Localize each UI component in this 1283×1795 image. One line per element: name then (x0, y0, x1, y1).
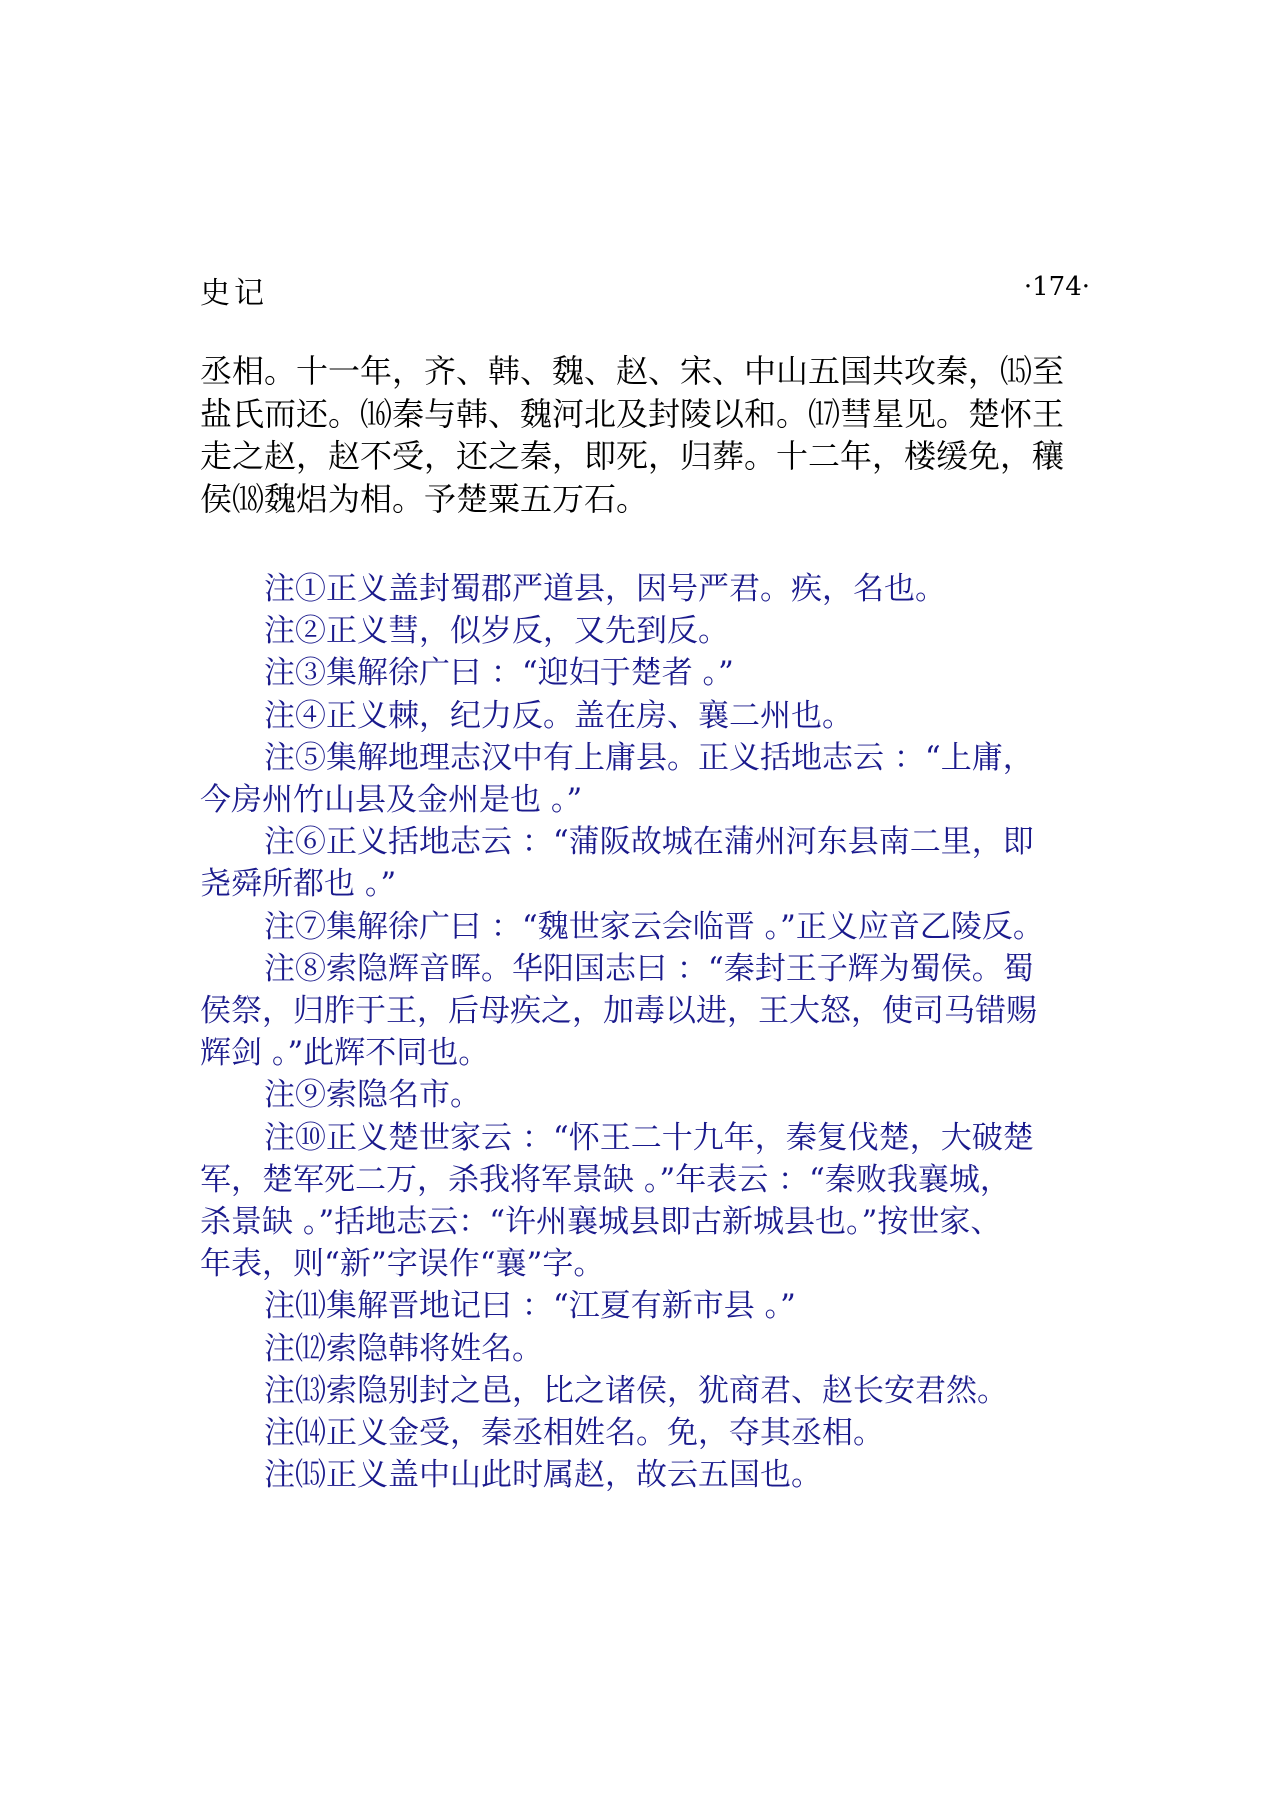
note-line: 今房州竹山县及金州是也 。” (200, 782, 583, 819)
main-text-line: 盐氏而还。⒃秦与韩、魏河北及封陵以和。⒄彗星见。楚怀王 (200, 394, 1065, 433)
note-line: 杀景缺 。”括地志云：“许州襄城县即古新城县也。”按世家、 (200, 1204, 1002, 1241)
note-line: 注⑥正义括地志云 ：“蒲阪故城在蒲州河东县南二里，即 (264, 824, 1034, 861)
annotation-notes (200, 568, 1120, 1496)
note-line: 注⒂正义盖中山此时属赵，故云五国也。 (264, 1457, 822, 1494)
note-line: 尧舜所都也 。” (200, 866, 397, 903)
note-line: 注⑨索隐名市。 (264, 1077, 481, 1114)
note-line: 军，楚军死二万，杀我将军景缺 。”年表云 ：“秦败我襄城， (200, 1161, 1011, 1198)
note-line: 注⑦集解徐广曰 ：“魏世家云会临晋 。”正义应音乙陵反。 (264, 908, 1044, 945)
note-line: 注⒁正义金受，秦丞相姓名。免，夺其丞相。 (264, 1415, 884, 1452)
note-line: 注⑾集解晋地记曰 ：“江夏有新市县 。” (264, 1288, 796, 1325)
page-header (200, 268, 1090, 312)
note-line: 年表，则“新”字误作“襄”字。 (200, 1246, 605, 1283)
main-text-line: 侯⒅魏焒为相。予楚粟五万石。 (200, 479, 649, 518)
main-text-line: 丞相。十一年，齐、韩、魏、赵、宋、中山五国共攻秦，⒂至 (200, 352, 1065, 390)
note-line: 辉剑 。”此辉不同也。 (200, 1035, 490, 1072)
note-line: 注⑧索隐辉音晖。华阳国志曰 ：“秦封王子辉为蜀侯。蜀 (264, 950, 1034, 987)
note-line: 注⑤集解地理志汉中有上庸县。正义括地志云 ：“上庸， (264, 739, 1034, 776)
note-line: 注⑩正义楚世家云 ：“怀王二十九年，秦复伐楚，大破楚 (264, 1119, 1034, 1156)
note-line: 注④正义棘，纪力反。盖在房、襄二州也。 (264, 697, 853, 734)
book-title: 史记 (200, 276, 268, 311)
note-line: 注⒀索隐别封之邑，比之诸侯，犹商君、赵长安君然。 (264, 1372, 1008, 1409)
page-number: ·174· (1023, 272, 1090, 302)
note-line: 注③集解徐广曰 ：“迎妇于楚者 。” (264, 655, 734, 692)
main-text-line: 走之赵，赵不受，还之秦，即死，归葬。十二年，楼缓免，穰 (200, 437, 1065, 475)
note-line: 注②正义彗，似岁反，又先到反。 (264, 613, 729, 650)
note-line: 注①正义盖封蜀郡严道县，因号严君。疾，名也。 (264, 571, 946, 607)
main-text (200, 350, 1090, 520)
note-line: 注⑿索隐韩将姓名。 (264, 1330, 543, 1367)
note-line: 侯祭，归胙于王，后母疾之，加毒以进，王大怒，使司马错赐 (200, 993, 1037, 1030)
